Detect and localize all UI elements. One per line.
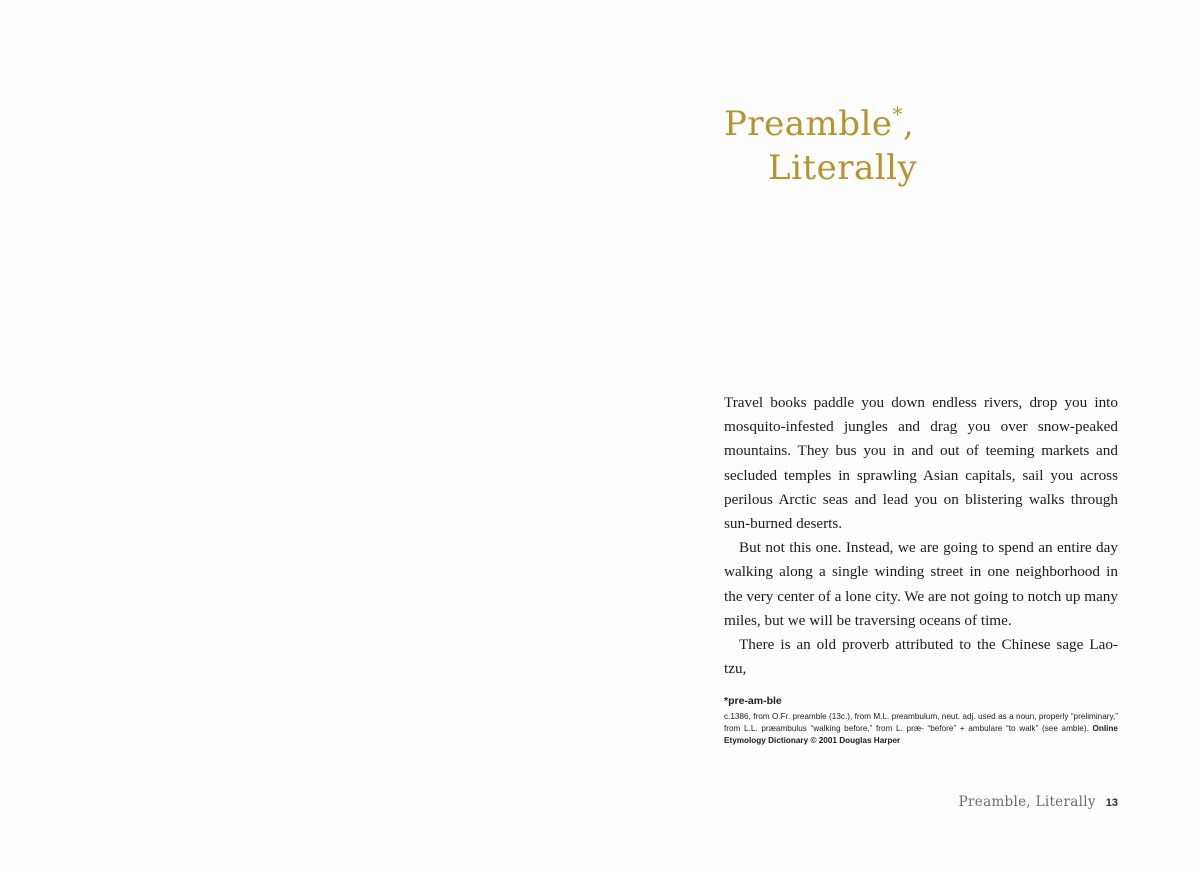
chapter-title-line1 (724, 102, 917, 146)
chapter-title-line2: Literally (768, 148, 918, 188)
footnote-definition-text: c.1386, from O.Fr. preamble (13c.), from M.L. preambulum, neut. adj. used as a noun, properly “preliminary,” from L.L. præambulus “walking before,” from L. præ- “before” + ambulare “to walk” (see amble). (724, 712, 1118, 733)
paragraph-3: There is an old proverb attributed to the Chinese sage Lao-tzu, (724, 636, 1118, 678)
footnote-marker: * (892, 102, 904, 126)
footnote-term: *pre-am-ble (724, 695, 782, 707)
footnote-definition (724, 711, 1118, 747)
footnote (724, 693, 1118, 747)
page-number: 13 (1105, 797, 1118, 809)
right-page (600, 0, 1200, 869)
body-text (724, 391, 1118, 681)
chapter-title-word: Preamble (724, 104, 893, 144)
paragraph-2: But not this one. Instead, we are going to spend an entire day walking along a single winding street in one neighborhood in the very center of a lone city. We are not going to notch up many miles, but we will be traversing oceans of time. (724, 539, 1118, 629)
paragraph-1: Travel books paddle you down endless rivers, drop you into mosquito-infested jungles and drag you over snow-peaked mountains. They bus you in and out of teeming markets and secluded temples in sprawling Asian capitals, sail you across perilous Arctic seas and lead you on blistering walks through sun-burned deserts. (724, 394, 1118, 533)
chapter-title (724, 102, 917, 190)
footnote-source: Online Etymology Dictionary © 2001 Douglas Harper (724, 724, 1118, 745)
running-title: Preamble, Literally (958, 794, 1096, 810)
running-footer (959, 794, 1118, 810)
chapter-title-comma: , (903, 104, 915, 144)
